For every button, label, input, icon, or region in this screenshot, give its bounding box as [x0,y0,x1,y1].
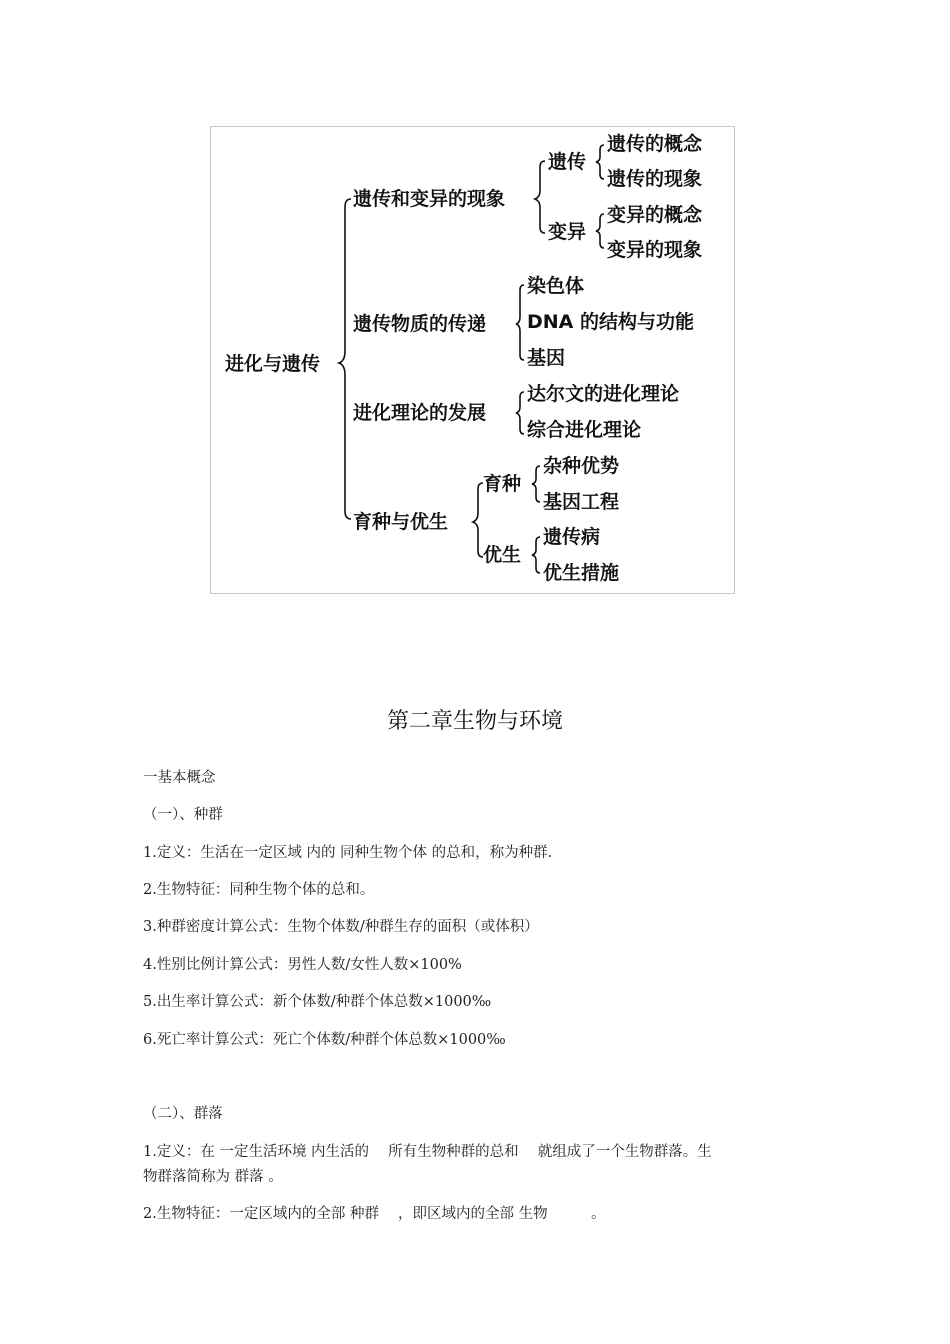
branch2-brace [516,285,524,360]
chapter-title: 第二章生物与环境 [386,709,563,734]
root-node: 进化与遗传 [225,353,321,375]
community-item: 物群落简称为 群落 。 [143,1169,283,1185]
leaf-heredity-phenomenon: 遗传的现象 [607,168,703,190]
branch3-brace [516,392,524,434]
branch-evolution-theory: 进化理论的发展 [353,402,487,424]
community-item: 2.生物特征：一定区域内的全部 种群 ，即区域内的全部 生物 。 [143,1206,606,1222]
leaf-chromosome: 染色体 [527,275,585,297]
leaf-genetic-disease: 遗传病 [543,526,601,548]
leaf-dna: DNA 的结构与功能 [527,311,694,333]
sub-eugenics: 优生 [483,544,522,566]
concept-diagram [210,126,735,594]
population-item: 6.死亡率计算公式：死亡个体数/种群个体总数×1000‰ [143,1032,506,1048]
leaf-variation-phenomenon: 变异的现象 [607,239,703,261]
sub-yousheng-brace [532,537,540,573]
leaf-darwin: 达尔文的进化理论 [527,383,680,405]
leaf-gene: 基因 [527,347,566,369]
sub-variation: 变异 [548,221,587,243]
leaf-synthetic: 综合进化理论 [527,419,642,441]
population-item: 5.出生率计算公式：新个体数/种群个体总数×1000‰ [143,994,492,1010]
population-item: 3.种群密度计算公式：生物个体数/种群生存的面积（或体积） [143,919,539,935]
branch-breeding-eugenics: 育种与优生 [353,511,449,533]
section-heading: 一基本概念 [143,770,216,786]
sub-breeding: 育种 [483,473,522,495]
root-brace [339,199,351,519]
population-item: 4.性别比例计算公式：男性人数/女性人数×100% [143,957,462,973]
branch-genetic-material: 遗传物质的传递 [353,313,487,335]
sub-bianyi-brace [596,214,604,248]
population-item: 1.定义：生活在一定区域 内的 同种生物个体 的总和，称为种群. [143,845,553,861]
branch1-brace [535,161,545,233]
population-item: 2.生物特征：同种生物个体的总和。 [143,882,375,898]
branch4-brace [473,483,483,557]
leaf-genetic-engineering: 基因工程 [543,491,620,513]
sub-yichuan-brace [596,145,604,179]
subsection-heading-population: （一）、种群 [143,807,223,823]
leaf-heredity-concept: 遗传的概念 [607,133,703,155]
sub-heredity: 遗传 [548,151,587,173]
branch-genetic-variation: 遗传和变异的现象 [353,188,506,210]
leaf-eugenic-measures: 优生措施 [543,562,620,584]
sub-yuzhong-brace [532,466,540,502]
subsection-heading-community: （二）、群落 [143,1106,223,1122]
community-item: 1.定义：在 一定生活环境 内生活的 所有生物种群的总和 就组成了一个生物群落。生 [143,1144,712,1160]
leaf-variation-concept: 变异的概念 [607,204,703,226]
leaf-hybrid-vigor: 杂种优势 [543,455,620,477]
